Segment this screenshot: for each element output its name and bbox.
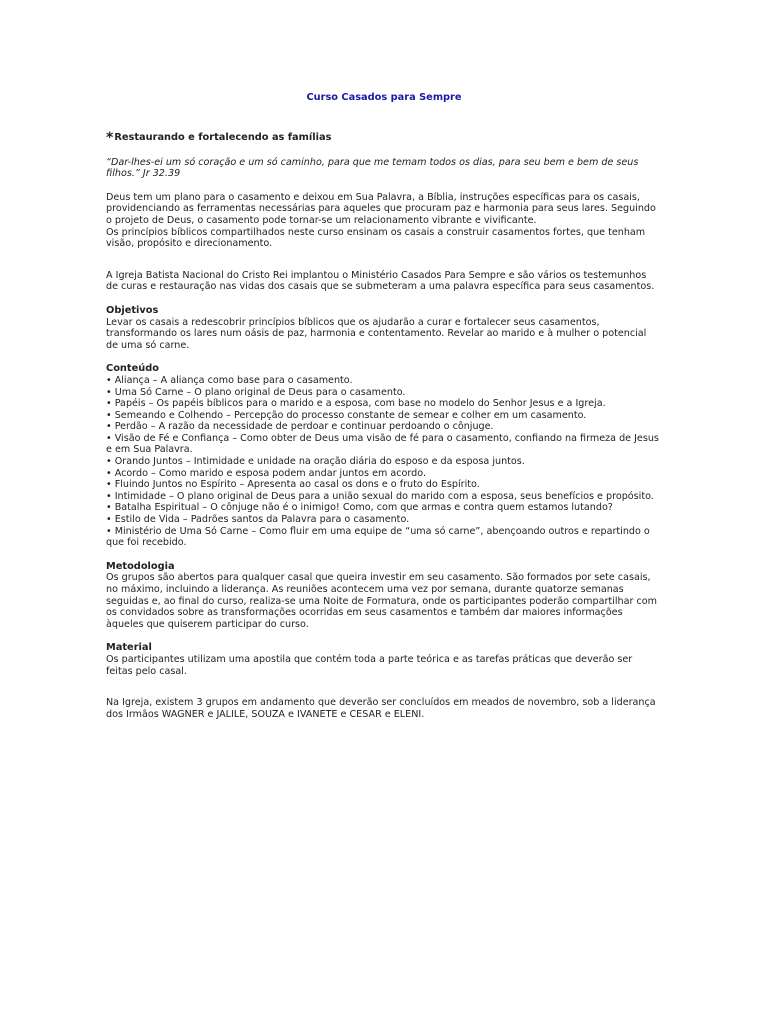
metodologia-text: Os grupos são abertos para qualquer casal que queira investir em seu casamento. São formados por sete casais, no máximo, incluindo a liderança. As reuniões acontecem uma vez por semana, durante quatorze semanas seguidas e, ao final do curso, realiza-se uma Noite de Formatura, onde os participantes poderão compartilhar com os convidados sobre as transformações ocorridas em seus casamentos e também dar maiores informações àqueles que quiserem participar do curso.	[106, 572, 657, 630]
list-item: • Semeando e Colhendo – Percepção do processo constante de semear e colher em um casamento.	[106, 409, 587, 421]
intro-paragraph-1: Deus tem um plano para o casamento e deixou em Sua Palavra, a Bíblia, instruções específicas para os casais, providenciando as ferramentas necessárias para aqueles que procuram paz e harmonia para seus lares. Seguindo o projeto de Deus, o casamento pode tornar-se um relacionamento vibrante e vivificante.	[106, 191, 656, 226]
list-item: • Papéis – Os papéis bíblicos para o marido e a esposa, com base no modelo do Senhor Jesus e a Igreja.	[106, 398, 606, 410]
intro-paragraph-2: Os princípios bíblicos compartilhados neste curso ensinam os casais a construir casamentos fortes, que tenham visão, propósito e direcionamento.	[106, 226, 646, 250]
metodologia-heading: Metodologia	[106, 560, 175, 572]
material-heading: Material	[106, 642, 152, 654]
list-item: • Uma Só Carne – O plano original de Deus para o casamento.	[106, 386, 406, 398]
asterisk-marker: *	[106, 130, 114, 146]
document-body	[106, 132, 660, 720]
page-title: Curso Casados para Sempre	[306, 92, 462, 103]
objetivos-heading: Objetivos	[106, 304, 159, 316]
conteudo-list	[106, 375, 660, 549]
list-item: • Acordo – Como marido e esposa podem andar juntos em acordo.	[106, 467, 427, 479]
list-item: • Orando Juntos – Intimidade e unidade na oração diária do esposo e da esposa juntos.	[106, 456, 525, 468]
list-item: • Perdão – A razão da necessidade de perdoar e continuar perdoando o cônjuge.	[106, 421, 494, 433]
list-item: • Visão de Fé e Confiança – Como obter de Deus uma visão de fé para o casamento, confiando na firmeza de Jesus e em Sua Palavra.	[106, 432, 659, 456]
list-item: • Ministério de Uma Só Carne – Como fluir em uma equipe de “uma só carne”, abençoando outros e repartindo o que foi recebido.	[106, 525, 650, 549]
closing-paragraph: Na Igreja, existem 3 grupos em andamento que deverão ser concluídos em meados de novembro, sob a liderança dos Irmãos WAGNER e JALILE, SOUZA e IVANETE e CESAR e ELENI.	[106, 697, 656, 720]
material-text: Os participantes utilizam uma apostila que contém toda a parte teórica e as tarefas práticas que deverão ser feitas pelo casal.	[106, 653, 633, 677]
bible-quote: “Dar-lhes-ei um só coração e um só caminho, para que me temam todos os dias, para seu bem e bem de seus filhos.” Jr 32.39	[106, 156, 639, 180]
subtitle-text: Restaurando e fortalecendo as famílias	[114, 132, 332, 143]
objetivos-text: Levar os casais a redescobrir princípios bíblicos que os ajudarão a curar e fortalecer seus casamentos, transformando os lares num oásis de paz, harmonia e contentamento. Revelar ao marido e à mulher o potencial de uma só carne.	[106, 316, 647, 351]
list-item: • Batalha Espiritual – O cônjuge não é o inimigo! Como, com que armas e contra quem estamos lutando?	[106, 502, 613, 514]
list-item: • Aliança – A aliança como base para o casamento.	[106, 374, 353, 386]
list-item: • Estilo de Vida – Padrões santos da Palavra para o casamento.	[106, 514, 410, 526]
conteudo-heading: Conteúdo	[106, 363, 159, 375]
list-item: • Fluindo Juntos no Espírito – Apresenta ao casal os dons e o fruto do Espírito.	[106, 479, 480, 491]
list-item: • Intimidade – O plano original de Deus para a união sexual do marido com a esposa, seus benefícios e propósito.	[106, 490, 654, 502]
intro-paragraph-3: A Igreja Batista Nacional do Cristo Rei implantou o Ministério Casados Para Sempre e são vários os testemunhos de curas e restauração nas vidas dos casais que se submeteram a uma palavra específica para seus casamentos.	[106, 269, 655, 293]
subtitle	[106, 132, 660, 145]
